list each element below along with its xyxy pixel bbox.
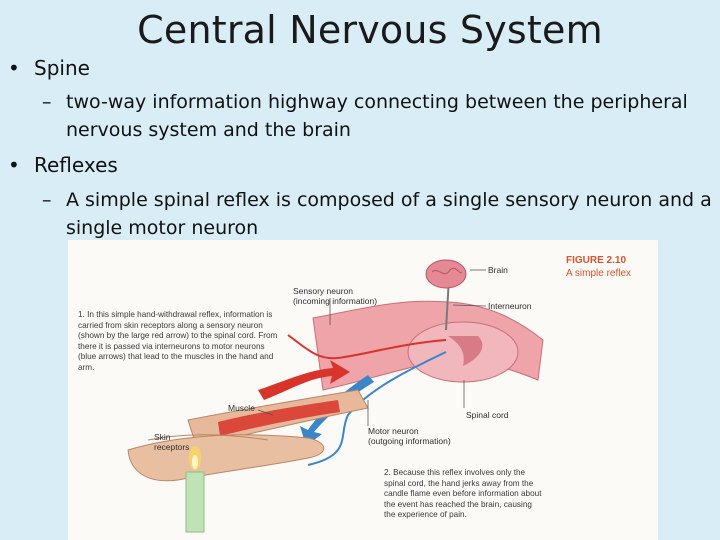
figure-caption: A simple reflex xyxy=(566,268,632,279)
figure-note-1: 1. In this simple hand-withdrawal reflex, information is carried from skin receptors along a sensory neuron (shown by the large red arrow) to the spinal cord. From there it is passed via interneurons to motor neurons (blue arrows) that lead to the muscles in the hand and arm. xyxy=(78,310,278,372)
label-interneuron: Interneuron xyxy=(488,301,532,311)
sub-bullet-text: A simple spinal reflex is composed of a single sensory neuron and a single motor neuron xyxy=(66,189,712,239)
label-skin-receptors: Skin receptors xyxy=(154,432,190,452)
reflex-illustration xyxy=(68,240,658,540)
sub-bullet-text: two-way information highway connecting between the peripheral nervous system and the brain xyxy=(66,91,688,141)
label-motor-neuron xyxy=(368,426,478,446)
bullet-glyph: • xyxy=(8,153,20,177)
label-sensory-sub: (incoming information) xyxy=(293,296,378,306)
bullet-label: Spine xyxy=(34,56,90,80)
bullet-spine xyxy=(8,56,90,80)
bullet-label: Reflexes xyxy=(34,153,118,177)
reflex-figure xyxy=(68,240,658,540)
figure-note-2: 2. Because this reflex involves only the spinal cord, the hand jerks away from the candle flame even before information about the event has reached the brain, causing the experience of pain. xyxy=(384,468,542,519)
label-brain: Brain xyxy=(488,265,508,275)
bullet-glyph: • xyxy=(8,56,20,80)
label-spinal-cord: Spinal cord xyxy=(466,410,509,420)
dash-glyph: – xyxy=(42,189,52,211)
sub-bullet-spine xyxy=(42,88,717,144)
figure-label xyxy=(566,254,631,280)
figure-number: FIGURE 2.10 xyxy=(566,255,627,266)
slide-title: Central Nervous System xyxy=(137,8,603,52)
label-motor-sub: (outgoing information) xyxy=(368,436,451,446)
sub-bullet-reflexes xyxy=(42,186,717,242)
bullet-reflexes xyxy=(8,153,118,177)
label-sensory-title: Sensory neuron xyxy=(293,286,354,296)
label-muscle: Muscle xyxy=(228,403,255,413)
dash-glyph: – xyxy=(42,91,52,113)
candle-shape xyxy=(186,472,204,532)
flame-core xyxy=(192,455,198,469)
label-sensory-neuron xyxy=(293,286,393,306)
label-motor-title: Motor neuron xyxy=(368,426,419,436)
